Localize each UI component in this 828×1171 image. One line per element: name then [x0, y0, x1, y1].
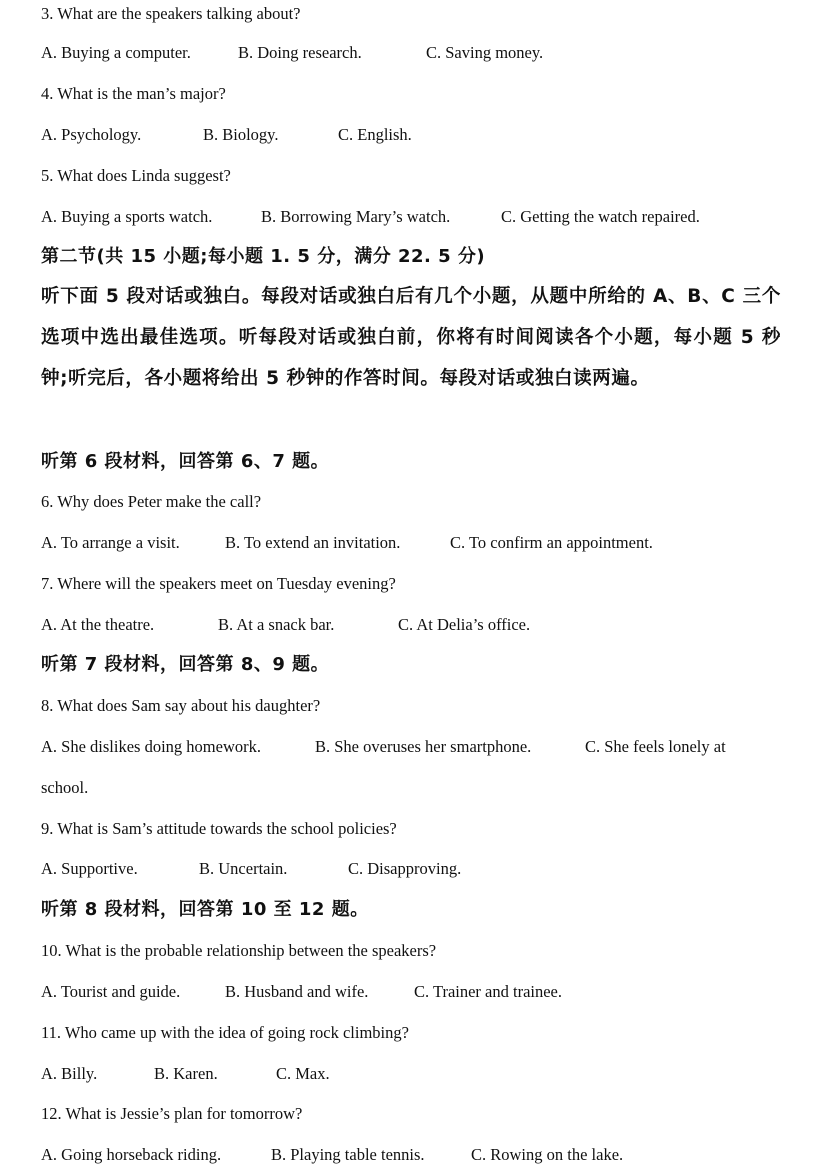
- option-a: A. To arrange a visit.: [41, 533, 180, 552]
- material-8-heading: 听第 8 段材料，回答第 10 至 12 题。: [41, 899, 369, 920]
- question-5: 5. What does Linda suggest?: [41, 166, 231, 185]
- option-a: A. Buying a computer.: [41, 43, 191, 62]
- question-3: 3. What are the speakers talking about?: [41, 4, 301, 23]
- option-b: B. Uncertain.: [199, 859, 288, 878]
- option-c: C. Getting the watch repaired.: [501, 207, 700, 226]
- option-b: B. Doing research.: [238, 43, 362, 62]
- option-b: B. She overuses her smartphone.: [315, 737, 532, 756]
- option-b: B. Husband and wife.: [225, 982, 369, 1001]
- option-b: B. At a snack bar.: [218, 615, 335, 634]
- option-a: A. Tourist and guide.: [41, 982, 181, 1001]
- option-a: A. At the theatre.: [41, 615, 155, 634]
- section-2-instructions: 听下面 5 段对话或独白。每段对话或独白后有几个小题，从题中所给的 A、B、C 三个选项中选出最佳选项。听每段对话或独白前，你将有时间阅读各个小题，每小题 5 秒钟;听完后，各小题将给出 5 秒钟的作答时间。每段对话或独白读两遍。: [41, 286, 781, 389]
- option-b: B. Karen.: [154, 1064, 218, 1083]
- option-a: A. Psychology.: [41, 125, 142, 144]
- option-a: A. Going horseback riding.: [41, 1145, 222, 1164]
- question-12: 12. What is Jessie’s plan for tomorrow?: [41, 1104, 303, 1123]
- option-c: C. To confirm an appointment.: [450, 533, 653, 552]
- question-10: 10. What is the probable relationship between the speakers?: [41, 941, 437, 960]
- option-b: B. To extend an invitation.: [225, 533, 401, 552]
- question-11: 11. Who came up with the idea of going rock climbing?: [41, 1023, 409, 1042]
- option-a: A. Buying a sports watch.: [41, 207, 213, 226]
- option-b: B. Borrowing Mary’s watch.: [261, 207, 451, 226]
- material-6-heading: 听第 6 段材料，回答第 6、7 题。: [41, 451, 330, 472]
- option-c: C. She feels lonely at: [585, 737, 726, 756]
- option-c: C. English.: [338, 125, 412, 144]
- option-a: A. She dislikes doing homework.: [41, 737, 261, 756]
- option-c: C. At Delia’s office.: [398, 615, 531, 634]
- option-c: C. Saving money.: [426, 43, 544, 62]
- material-7-heading: 听第 7 段材料，回答第 8、9 题。: [41, 654, 330, 675]
- option-c: C. Rowing on the lake.: [471, 1145, 624, 1164]
- question-8: 8. What does Sam say about his daughter?: [41, 696, 321, 715]
- question-7: 7. Where will the speakers meet on Tuesday evening?: [41, 574, 396, 593]
- option-c: C. Disapproving.: [348, 859, 462, 878]
- option-b: B. Biology.: [203, 125, 279, 144]
- option-a: A. Supportive.: [41, 859, 138, 878]
- question-6: 6. Why does Peter make the call?: [41, 492, 262, 511]
- option-c-continuation: school.: [41, 778, 89, 797]
- option-c: C. Max.: [276, 1064, 330, 1083]
- option-a: A. Billy.: [41, 1064, 98, 1083]
- section-2-heading: 第二节(共 15 小题;每小题 1. 5 分，满分 22. 5 分): [41, 246, 486, 267]
- question-9: 9. What is Sam’s attitude towards the school policies?: [41, 819, 397, 838]
- option-b: B. Playing table tennis.: [271, 1145, 425, 1164]
- option-c: C. Trainer and trainee.: [414, 982, 563, 1001]
- question-4: 4. What is the man’s major?: [41, 84, 226, 103]
